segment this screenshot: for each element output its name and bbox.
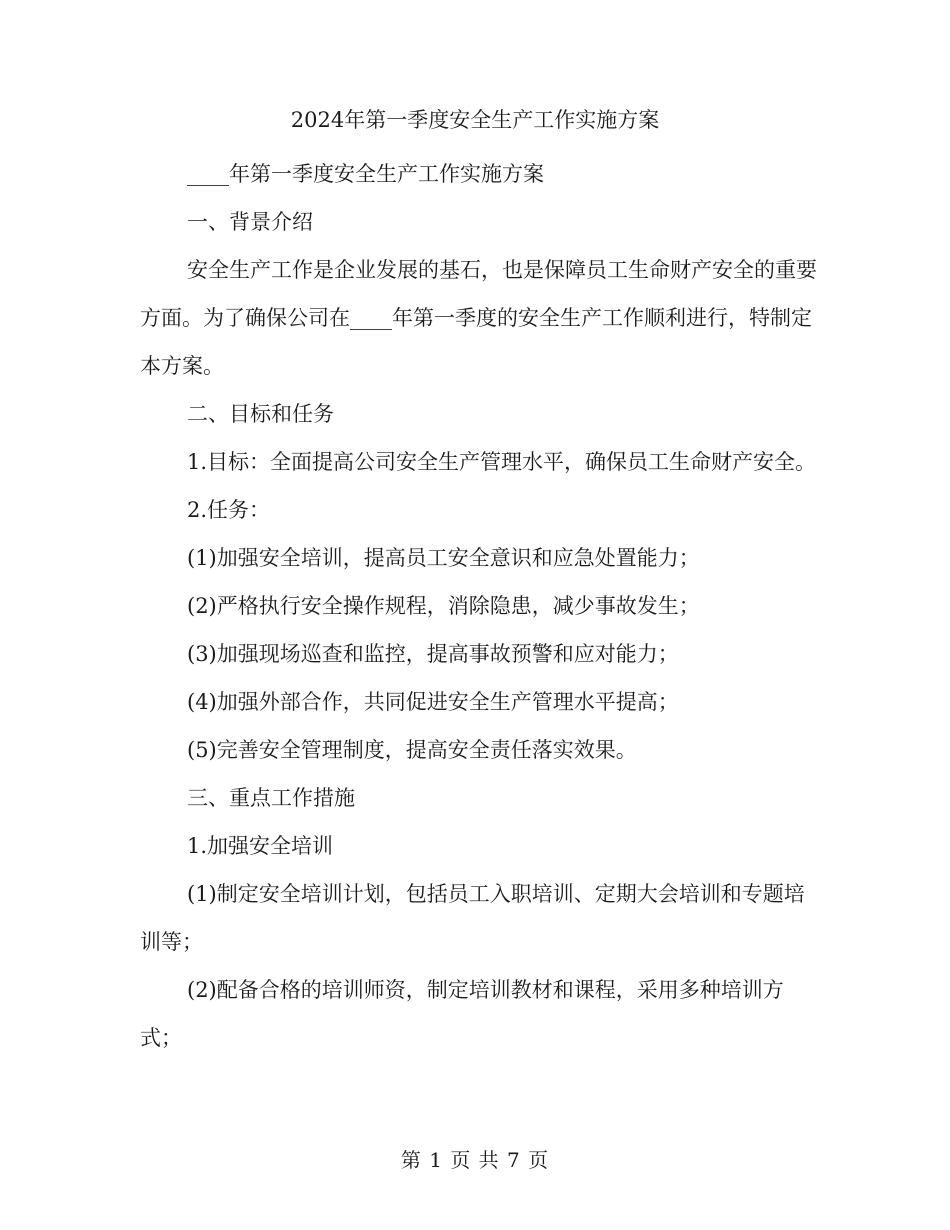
section-heading-background: 一、背景介绍 — [187, 210, 313, 234]
subtitle-paragraph: ____年第一季度安全生产工作实施方案 — [187, 162, 544, 186]
page-number-footer: 第 1 页 共 7 页 — [400, 1148, 550, 1172]
goal-paragraph: 1.目标：全面提高公司安全生产管理水平，确保员工生命财产安全。 — [187, 450, 817, 474]
task-item: (1)加强安全培训，提高员工安全意识和应急处置能力； — [187, 546, 700, 570]
task-item: (4)加强外部合作，共同促进安全生产管理水平提高； — [187, 690, 679, 714]
task-item: (5)完善安全管理制度，提高安全责任落实效果。 — [187, 738, 637, 762]
measure-item: (1)制定安全培训计划，包括员工入职培训、定期大会培训和专题培训等； — [140, 882, 805, 954]
tasks-heading: 2.任务： — [187, 498, 271, 522]
measure-subheading: 1.加强安全培训 — [187, 834, 334, 858]
task-item: (2)严格执行安全操作规程，消除隐患，减少事故发生； — [187, 594, 700, 618]
section-heading-goals: 二、目标和任务 — [187, 402, 334, 426]
document-title: 2024年第一季度安全生产工作实施方案 — [290, 108, 660, 132]
measure-item: (2)配备合格的培训师资，制定培训教材和课程，采用多种培训方式； — [140, 978, 784, 1050]
background-paragraph: 安全生产工作是企业发展的基石，也是保障员工生命财产安全的重要方面。为了确保公司在____年第一季度的安全生产工作顺利进行，特制定本方案。 — [140, 258, 817, 378]
section-heading-measures: 三、重点工作措施 — [187, 786, 355, 810]
task-item: (3)加强现场巡查和监控，提高事故预警和应对能力； — [187, 642, 679, 666]
document-body — [140, 150, 820, 1062]
